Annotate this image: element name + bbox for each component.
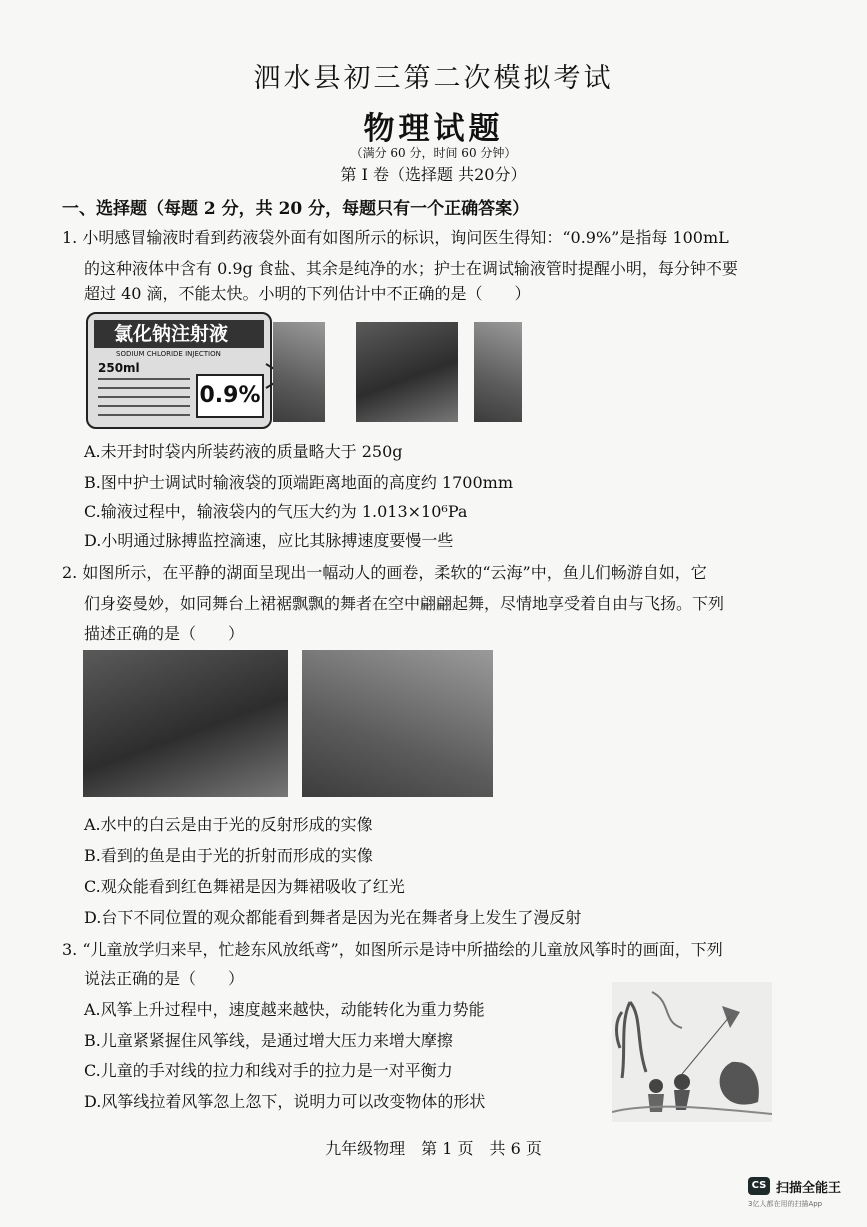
section-heading: 一、选择题（每题 2 分，共 20 分，每题只有一个正确答案）: [62, 199, 530, 219]
scanner-logo-icon: CS: [748, 1177, 770, 1195]
question-1-line-1: 1. 小明感冒输液时看到药液袋外面有如图所示的标识，询问医生得知：“0.9%”是指每 100mL: [62, 228, 729, 247]
page-footer: 九年级物理 第 1 页 共 6 页: [325, 1139, 542, 1158]
question-2-option-c: C.观众能看到红色舞裙是因为舞裙吸收了红光: [84, 877, 405, 896]
saline-label-image: [86, 312, 272, 429]
question-1-option-a: A.未开封时袋内所装药液的质量略大于 250g: [84, 442, 403, 461]
question-2-option-a: A.水中的白云是由于光的反射形成的实像: [84, 815, 373, 834]
question-1-option-d: D.小明通过脉搏监控滴速，应比其脉搏速度要慢一些: [84, 531, 454, 550]
fish-dancer-photo: [302, 650, 493, 797]
exam-title: 泗水县初三第二次模拟考试: [253, 63, 614, 94]
scanner-tagline: 3亿人都在用的扫描App: [748, 1200, 823, 1208]
saline-label-volume: 250ml: [98, 361, 140, 375]
scanner-name: 扫描全能王: [776, 1181, 842, 1196]
question-2-option-b: B.看到的鱼是由于光的折射而形成的实像: [84, 846, 373, 865]
question-3-option-a: A.风筝上升过程中，速度越来越快，动能转化为重力势能: [84, 1000, 485, 1019]
saline-label-heading: 氯化钠注射液: [94, 320, 264, 348]
question-3-line-1: 3. “儿童放学归来早，忙趁东风放纸鸢”，如图所示是诗中所描绘的儿童放风筝时的画面，下列: [62, 940, 723, 959]
nurse-photo: [356, 322, 458, 422]
saline-label-fine-print: [98, 378, 190, 423]
question-3-line-2: 说法正确的是（ ）: [84, 969, 245, 988]
question-1-line-2: 的这种液体中含有 0.9g 食盐、其余是纯净的水；护士在调试输液管时提醒小明，每分钟不要: [84, 259, 738, 278]
question-3-option-b: B.儿童紧紧握住风筝线，是通过增大压力来增大摩擦: [84, 1031, 453, 1050]
saline-label-percent: 0.9%: [196, 374, 264, 418]
question-2-line-1: 2. 如图所示，在平静的湖面呈现出一幅动人的画卷，柔软的“云海”中，鱼儿们畅游自如，它: [62, 563, 707, 582]
question-2-line-3: 描述正确的是（ ）: [84, 624, 245, 643]
iv-bag-photo: [273, 322, 325, 422]
question-1-line-3: 超过 40 滴，不能太快。小明的下列估计中不正确的是（ ）: [84, 284, 531, 303]
kite-flying-illustration: [612, 982, 772, 1122]
question-2-option-d: D.台下不同位置的观众都能看到舞者是因为光在舞者身上发生了漫反射: [84, 908, 582, 927]
question-1-option-c: C.输液过程中，输液袋内的气压大约为 1.013×10⁶Pa: [84, 502, 468, 521]
drip-chamber-photo: [474, 322, 522, 422]
question-3-option-c: C.儿童的手对线的拉力和线对手的拉力是一对平衡力: [84, 1061, 453, 1080]
question-2-line-2: 们身姿曼妙，如同舞台上裙裾飘飘的舞者在空中翩翩起舞，尽情地享受着自由与飞扬。下列: [84, 594, 725, 613]
subject-title: 物理试题: [363, 111, 504, 147]
exam-info: （满分 60 分，时间 60 分钟）: [350, 146, 517, 160]
volume-heading: 第 I 卷（选择题 共20分）: [340, 165, 527, 184]
saline-label-subheading: SODIUM CHLORIDE INJECTION: [116, 350, 221, 358]
lake-fish-photo: [83, 650, 288, 797]
question-1-option-b: B.图中护士调试时输液袋的顶端距离地面的高度约 1700mm: [84, 473, 513, 492]
question-3-option-d: D.风筝线拉着风筝忽上忽下，说明力可以改变物体的形状: [84, 1092, 486, 1111]
